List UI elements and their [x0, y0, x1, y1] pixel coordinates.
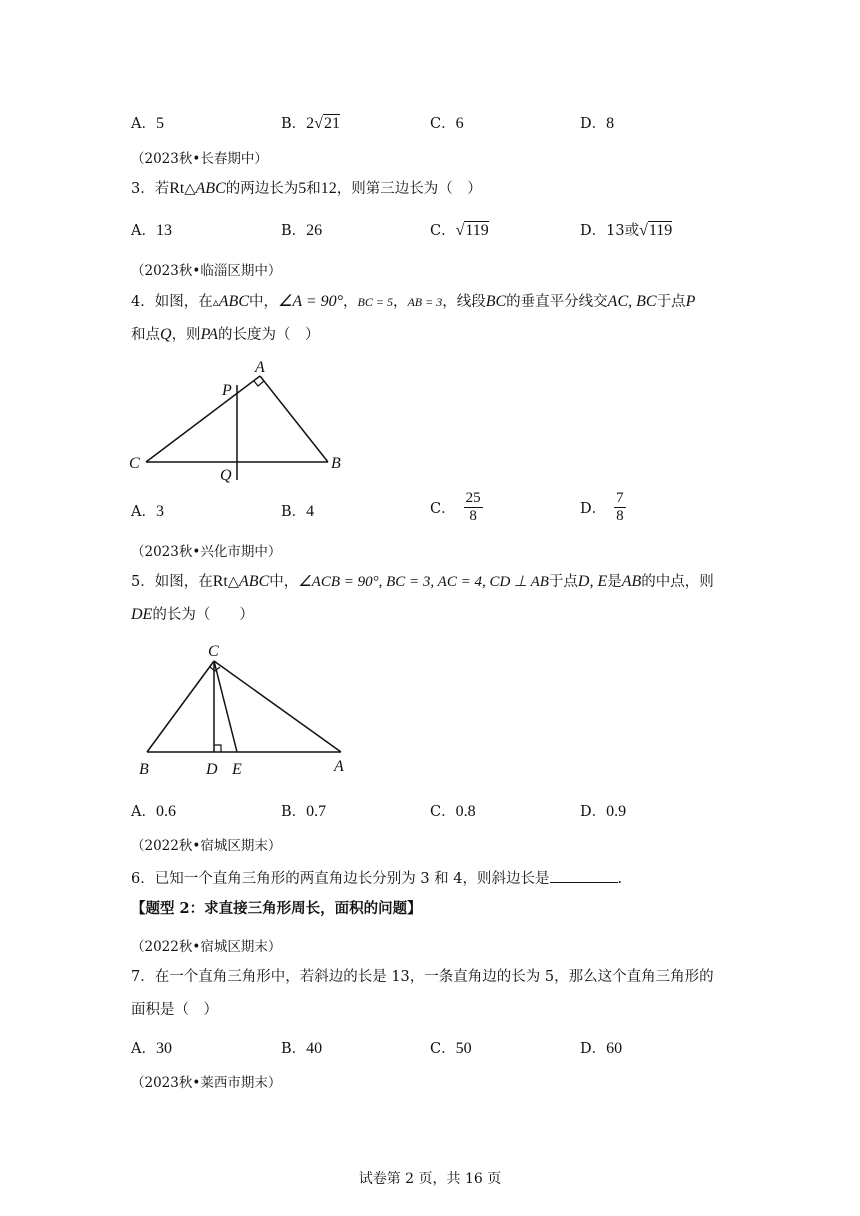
q4-label-c: C [129, 455, 140, 472]
q4-segment-ca [146, 376, 260, 462]
q5-option-a: A．0.6 [131, 803, 176, 820]
page-footer: 试卷第 2 页，共 16 页 [358, 1171, 502, 1187]
q5-stem-line1: 5．如图，在Rt△ABC中，∠ACB = 90°, BC = 3, AC = 4, CD ⊥ AB于点D, E是AB的中点，则 [131, 573, 714, 590]
q4-stem-line2: 和点Q，则PA的长度为（ ） [131, 326, 320, 343]
q4-label-a: A [255, 359, 265, 376]
q5-segment-bc [147, 661, 214, 752]
q6-source: （2022秋•宿城区期末） [131, 838, 282, 854]
q4-label-q: Q [220, 467, 232, 484]
q7-option-a: A．30 [131, 1040, 172, 1057]
q7-stem-line2: 面积是（ ） [131, 1002, 218, 1018]
q5-option-c: C．0.8 [430, 803, 476, 820]
q4-source: （2023秋•临淄区期中） [131, 263, 282, 279]
q2-option-b: B．2√21 [281, 115, 340, 132]
q7-option-c: C．50 [430, 1040, 472, 1057]
q5-label-b: B [139, 761, 149, 778]
q7-option-d: D．60 [580, 1040, 623, 1057]
q5-source: （2023秋•兴化市期中） [131, 544, 282, 560]
q5-figure [130, 636, 360, 781]
q3-source: （2023秋•长春期中） [131, 151, 268, 167]
q4-option-c: C． $\frac{25}{8}$ [430, 490, 481, 524]
q3-option-b: B．26 [281, 222, 323, 239]
q6-answer-blank [550, 868, 618, 883]
q4-option-b: B．4 [281, 503, 315, 520]
section-title: 【题型 2：求直接三角形周长，面积的问题】 [131, 900, 422, 917]
q3-option-d: D．13或√119 [580, 222, 673, 239]
q4-figure [120, 355, 360, 485]
q5-label-a: A [334, 758, 344, 775]
q5-option-b: B．0.7 [281, 803, 327, 820]
q6-stem: 6．已知一个直角三角形的两直角边长分别为 3 和 4，则斜边长是 . [131, 868, 622, 889]
q2-option-d: D．8 [580, 115, 615, 132]
q5-stem-line2: DE的长为（ ） [131, 606, 254, 623]
q4-label-p: P [222, 382, 232, 399]
q5-label-e: E [232, 761, 242, 778]
q4-label-b: B [331, 455, 341, 472]
q7-source: （2022秋•宿城区期末） [131, 939, 282, 955]
q5-label-c: C [208, 643, 219, 660]
q4-option-d: D． $\frac{7}{8}$ [580, 490, 624, 524]
next-source: （2023秋•莱西市期末） [131, 1075, 282, 1091]
q4-right-angle-mark [254, 381, 264, 386]
q5-right-angle-mark-d [214, 745, 221, 752]
q5-option-d: D．0.9 [580, 803, 627, 820]
q7-stem-line1: 7．在一个直角三角形中，若斜边的长是 13，一条直角边的长为 5，那么这个直角三角形的 [131, 969, 714, 985]
q2-option-a: A．5 [131, 115, 164, 132]
q4-option-a: A．3 [131, 503, 164, 520]
q2-option-c: C．6 [430, 115, 464, 132]
q4-segment-ab [260, 376, 328, 462]
q5-label-d: D [206, 761, 218, 778]
q4-stem-line1: 4．如图，在▵ABC中，∠A = 90°，BC = 5，AB = 3，线段BC的垂直平分线交AC, BC于点P [131, 293, 696, 310]
q7-option-b: B．40 [281, 1040, 323, 1057]
q3-stem: 3．若Rt△ABC的两边长为5和12，则第三边长为（ ） [131, 180, 482, 197]
q3-option-a: A．13 [131, 222, 172, 239]
q3-option-c: C．√119 [430, 222, 489, 239]
